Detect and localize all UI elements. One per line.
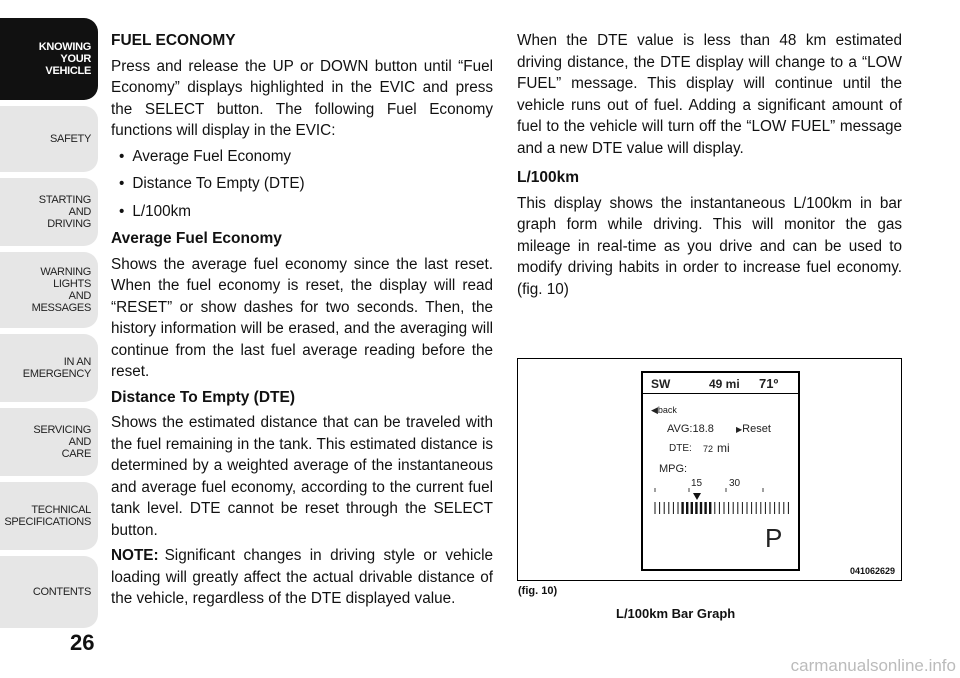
- bar-graph-ticks: [655, 488, 788, 514]
- note-text: Significant changes in driving style or vehicle loading will greatly affect the actual drivable distance of the vehicle, regardless of the DTE displayed value.: [111, 547, 493, 607]
- back-arrow-icon: ◀: [651, 405, 658, 415]
- dte-label: DTE:: [669, 443, 692, 454]
- dte-value: 72: [703, 444, 714, 454]
- tab-contents[interactable]: CONTENTS: [0, 556, 98, 628]
- tab-in-an-emergency[interactable]: IN AN EMERGENCY: [0, 334, 98, 402]
- tab-knowing-your-vehicle[interactable]: KNOWING YOUR VEHICLE: [0, 18, 98, 100]
- figure-caption: (fig. 10): [518, 585, 558, 597]
- function-list: [111, 146, 493, 223]
- figure-code: 041062629: [849, 566, 895, 576]
- dte-heading: Distance To Empty (DTE): [111, 388, 296, 406]
- back-option: ◀back: [651, 405, 677, 415]
- reset-option: ▶Reset: [736, 423, 771, 435]
- average-fuel-economy-heading: Average Fuel Economy: [111, 230, 282, 247]
- watermark: carmanualsonline.info: [790, 656, 956, 675]
- fuel-economy-heading: FUEL ECONOMY: [111, 32, 236, 49]
- tick-label-30: 30: [729, 478, 741, 489]
- average-fuel-economy-text: Shows the average fuel economy since the last reset. When the fuel economy is reset, the display will read “RESET” or show dashes for two seconds. Then, the history information will be erased, and the averaging will continue from the last fuel average reading before the reset.: [111, 255, 493, 380]
- list-item: • Average Fuel Economy: [111, 146, 493, 168]
- reset-arrow-icon: ▶: [736, 425, 743, 434]
- tick-label-15: 15: [691, 478, 703, 489]
- figure-title: L/100km Bar Graph: [616, 606, 736, 621]
- list-item: • Distance To Empty (DTE): [111, 173, 493, 195]
- l100km-text: This display shows the instantaneous L/100km in bar graph form while driving. This will monitor the gas mileage in real-time as you drive and can be used to modify driving habits in order to increase fuel economy. (fig. 10): [517, 194, 902, 298]
- bar-pointer: [693, 493, 701, 500]
- tab-warning-lights[interactable]: WARNING LIGHTS AND MESSAGES: [0, 252, 98, 328]
- low-fuel-text: When the DTE value is less than 48 km estimated driving distance, the DTE display will change to a “LOW FUEL” message. This display will continue until the vehicle runs out of fuel. Adding a significant amount of fuel to the vehicle will turn off the “LOW FUEL” message and a new DTE value will display.: [517, 32, 902, 157]
- list-item: • L/100km: [111, 201, 493, 223]
- mpg-label: MPG:: [659, 463, 688, 475]
- figure-evic-display: [517, 358, 902, 581]
- compass-heading: SW: [651, 377, 671, 391]
- range-readout: 49 mi: [709, 377, 740, 391]
- left-column: [111, 30, 493, 614]
- l100km-heading: L/100km: [517, 169, 580, 186]
- temperature-readout: 71º: [759, 376, 779, 391]
- dte-unit: mi: [717, 441, 730, 455]
- dte-text: Shows the estimated distance that can be traveled with the fuel remaining in the tank. This estimated distance is determined by a weighted average of the instantaneous and average fuel economy, according to the current fuel tank level. DTE cannot be reset through the SELECT button.: [111, 414, 493, 539]
- tab-servicing-and-care[interactable]: SERVICING AND CARE: [0, 408, 98, 476]
- tab-safety[interactable]: SAFETY: [0, 106, 98, 172]
- avg-readout: AVG:18.8: [667, 423, 714, 435]
- note: [111, 545, 493, 610]
- note-label: NOTE:: [111, 547, 159, 564]
- page-number: 26: [70, 630, 95, 655]
- evic-screen: [641, 371, 800, 571]
- right-column: [517, 30, 902, 304]
- tab-starting-and-driving[interactable]: STARTING AND DRIVING: [0, 178, 98, 246]
- mpg-bar-graph: [651, 488, 796, 520]
- tab-technical-specifications[interactable]: TECHNICAL SPECIFICATIONS: [0, 482, 98, 550]
- gear-indicator: P: [765, 523, 783, 553]
- fuel-economy-intro: Press and release the UP or DOWN button until “Fuel Economy” displays highlighted in the EVIC and press the SELECT button. The following Fuel Economy functions will display in the EVIC:: [111, 57, 493, 139]
